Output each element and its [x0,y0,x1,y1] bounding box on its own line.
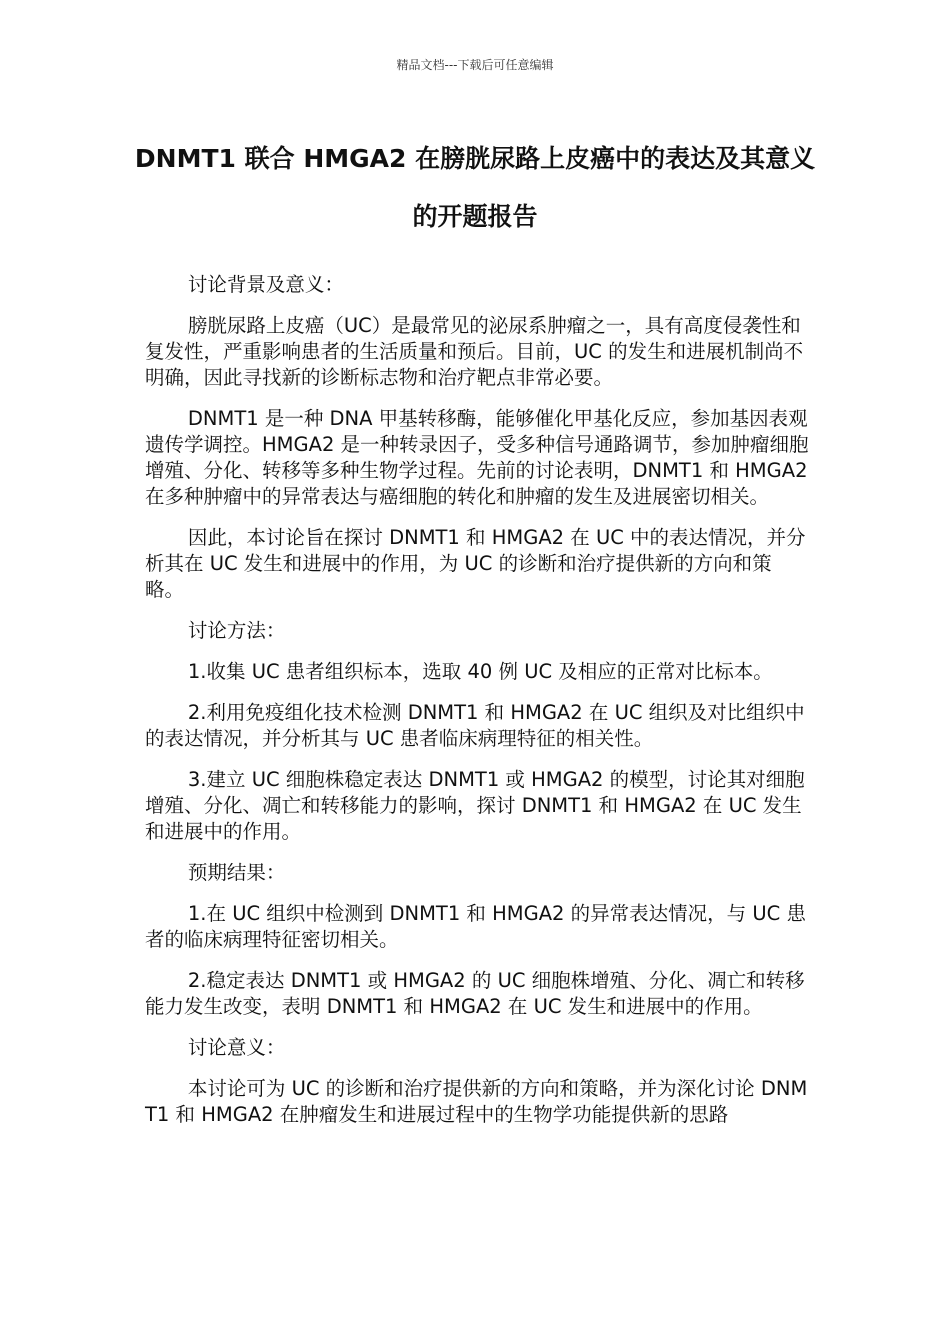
method-item: 3.建立 UC 细胞株稳定表达 DNMT1 或 HMGA2 的模型，讨论其对细胞增殖、分化、凋亡和转移能力的影响，探讨 DNMT1 和 HMGA2 在 UC 发生和进展中的作用。 [145,768,805,843]
paragraph: 因此，本讨论旨在探讨 DNMT1 和 HMGA2 在 UC 中的表达情况，并分析其在 UC 发生和进展中的作用，为 UC 的诊断和治疗提供新的方向和策略。 [145,526,806,601]
result-item: 2.稳定表达 DNMT1 或 HMGA2 的 UC 细胞株增殖、分化、凋亡和转移能力发生改变，表明 DNMT1 和 HMGA2 在 UC 发生和进展中的作用。 [145,969,805,1018]
section-heading-expected-results: 预期结果： [187,861,286,884]
paragraph: 本讨论可为 UC 的诊断和治疗提供新的方向和策略，并为深化讨论 DNMT1 和 HMGA2 在肿瘤发生和进展过程中的生物学功能提供新的思路 [145,1077,808,1126]
section-heading-methods: 讨论方法： [187,619,286,642]
method-item: 2.利用免疫组化技术检测 DNMT1 和 HMGA2 在 UC 组织及对比组织中的表达情况，并分析其与 UC 患者临床病理特征的相关性。 [145,701,805,750]
header-note: 精品文档---下载后可任意编辑 [396,58,554,72]
section-heading-background: 讨论背景及意义： [187,273,344,296]
paragraph: DNMT1 是一种 DNA 甲基转移酶，能够催化甲基化反应，参加基因表观遗传学调控。HMGA2 是一种转录因子，受多种信号通路调节，参加肿瘤细胞增殖、分化、转移等多种生物学过程。先前的讨论表明，DNMT1 和 HMGA2 在多种肿瘤中的异常表达与癌细胞的转化和肿瘤的发生及进展密切相关。 [145,407,809,508]
document-body [145,272,810,1143]
document-title: DNMT1 联合 HMGA2 在膀胱尿路上皮癌中的表达及其意义的开题报告 [134,144,816,231]
section-heading-significance: 讨论意义： [187,1036,286,1059]
method-item: 1.收集 UC 患者组织标本，选取 40 例 UC 及相应的正常对比标本。 [187,660,773,683]
paragraph: 膀胱尿路上皮癌（UC）是最常见的泌尿系肿瘤之一，具有高度侵袭性和复发性，严重影响患者的生活质量和预后。目前，UC 的发生和进展机制尚不明确，因此寻找新的诊断标志物和治疗靶点非常必要。 [145,314,804,389]
result-item: 1.在 UC 组织中检测到 DNMT1 和 HMGA2 的异常表达情况，与 UC 患者的临床病理特征密切相关。 [145,902,806,951]
